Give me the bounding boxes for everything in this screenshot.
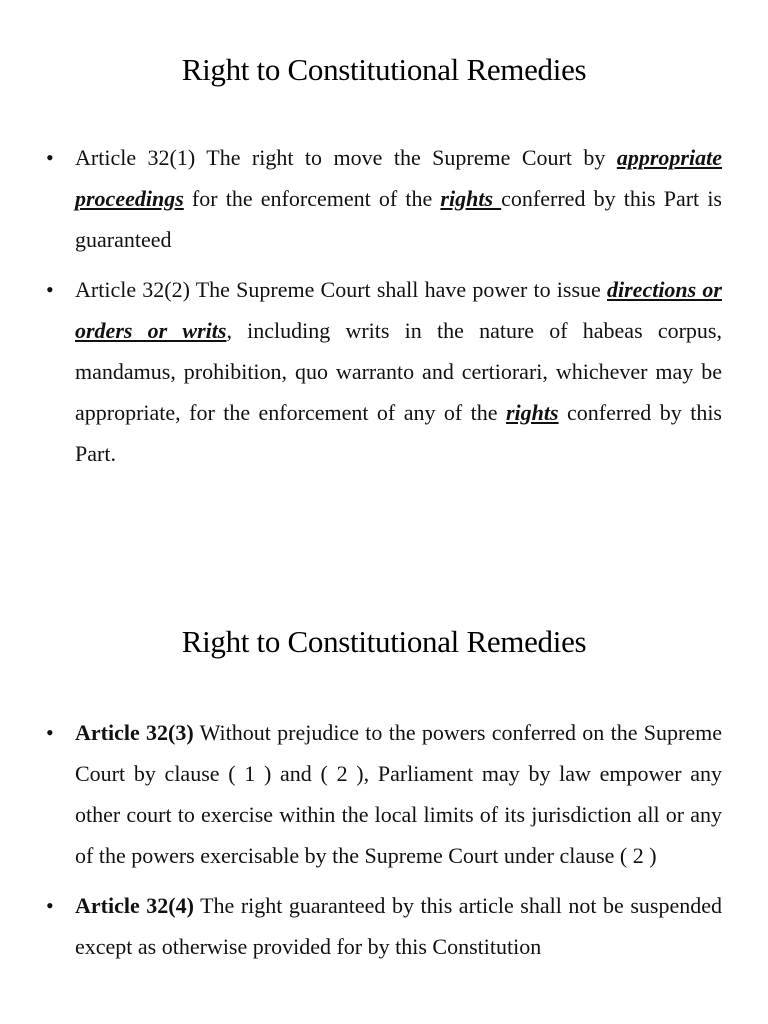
bullet-text-segment: conferred by this Part.	[75, 400, 722, 466]
bullet-dot-icon: •	[46, 893, 54, 918]
bullet-dot-icon: •	[46, 720, 54, 745]
slide-1-title: Right to Constitutional Remedies	[181, 52, 587, 87]
bullet-article-32-2	[46, 269, 722, 474]
emphasis-term-rights: rights	[440, 186, 502, 211]
bullet-text-segment: Article 32(1) The right to move the Supreme Court by	[75, 145, 617, 170]
bullet-text-segment: The right guaranteed by this article shall not be suspended except as otherwise provided for by this Constitution	[75, 893, 722, 959]
slide-2-bullet-list	[46, 712, 722, 976]
bullet-text-segment: Without prejudice to the powers conferred on the Supreme Court by clause ( 1 ) and ( 2 ), Parliament may by law empower any other court to exercise within the local limits of its jurisdiction all or any of the powers exercisable by the Supreme Court under clause ( 2 )	[75, 720, 722, 868]
slide-2-title: Right to Constitutional Remedies	[181, 624, 587, 659]
article-label-32-3: Article 32(3)	[75, 720, 194, 745]
bullet-text-segment: , including writs in the nature of habeas corpus, mandamus, prohibition, quo warranto and certiorari, whichever may be appropriate, for the enforcement of any of the	[75, 318, 722, 425]
emphasis-term-rights: rights	[506, 400, 559, 425]
bullet-article-32-3	[46, 712, 722, 876]
bullet-text-segment: conferred by this Part is guaranteed	[75, 186, 722, 252]
article-label-32-4: Article 32(4)	[75, 893, 194, 918]
emphasis-term-directions-orders-writs: directions or orders or writs	[75, 277, 722, 343]
bullet-article-32-1	[46, 137, 722, 260]
bullet-article-32-4	[46, 885, 722, 967]
bullet-dot-icon: •	[46, 277, 54, 302]
slide-2	[0, 572, 768, 1024]
bullet-dot-icon: •	[46, 145, 54, 170]
emphasis-term-appropriate-proceedings: appropriate proceedings	[75, 145, 722, 211]
bullet-text-segment: for the enforcement of the	[183, 186, 441, 211]
slide-1-bullet-list	[46, 137, 722, 483]
bullet-text-segment: Article 32(2) The Supreme Court shall have power to issue	[75, 277, 607, 302]
